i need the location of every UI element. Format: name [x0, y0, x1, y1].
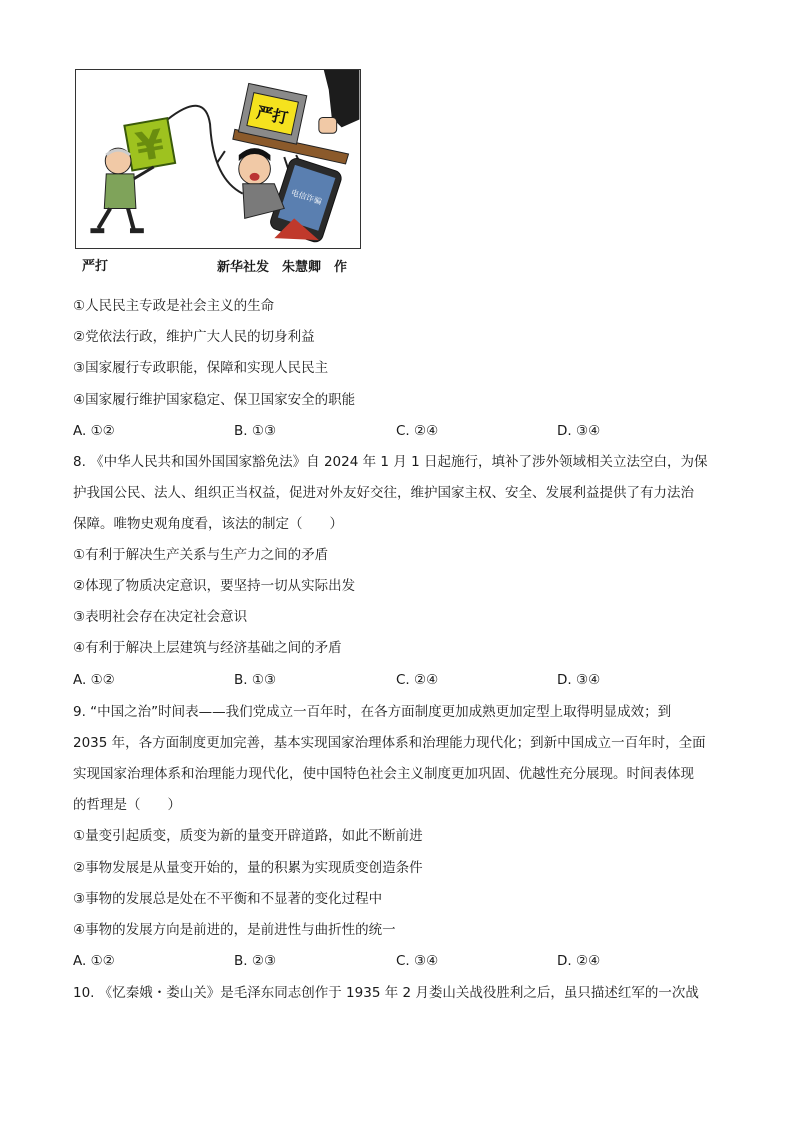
- cartoon-illustration: [75, 69, 361, 249]
- q9-statement-2: ②事物发展是从量变开始的，量的积累为实现质变创造条件: [73, 860, 423, 876]
- q9-stem-line-3: 实现国家治理体系和治理能力现代化，使中国特色社会主义制度更加巩固、优越性充分展现。时间表体现: [73, 766, 694, 782]
- hammer-label: 严打: [254, 102, 290, 128]
- q9-statement-3: ③事物的发展总是处在不平衡和不显著的变化过程中: [73, 891, 383, 907]
- q9-statement-4: ④事物的发展方向是前进的，是前进性与曲折性的统一: [73, 922, 396, 938]
- q9-stem-line-4: 的哲理是（ ）: [73, 797, 181, 813]
- q10-stem-line-1: 10. 《忆秦娥・娄山关》是毛泽东同志创作于 1935 年 2 月娄山关战役胜利之后，虽只描述红军的一次战: [73, 985, 699, 1001]
- q8-option-c[interactable]: C. ②④: [396, 672, 439, 688]
- phone-label: 电信诈骗: [289, 187, 323, 207]
- old-man-legs: [98, 208, 134, 230]
- q8-option-b[interactable]: B. ①③: [234, 672, 277, 688]
- q7-statement-3: ③国家履行专政职能，保障和实现人民民主: [73, 360, 329, 376]
- q7-option-a[interactable]: A. ①②: [73, 423, 115, 439]
- q9-option-b[interactable]: B. ②③: [234, 953, 277, 969]
- q8-statement-2: ②体现了物质决定意识，要坚持一切从实际出发: [73, 578, 356, 594]
- q9-option-c[interactable]: C. ③④: [396, 953, 439, 969]
- cartoon-caption-title: 严打: [82, 259, 109, 274]
- q7-option-b[interactable]: B. ①③: [234, 423, 277, 439]
- cartoon-drawing: [76, 70, 360, 248]
- q9-option-a[interactable]: A. ①②: [73, 953, 115, 969]
- q9-statement-1: ①量变引起质变，质变为新的量变开辟道路，如此不断前进: [73, 828, 423, 844]
- old-man-shoe-right: [130, 228, 144, 233]
- cartoon-caption-credit: 新华社发 朱慧卿 作: [217, 260, 348, 275]
- q9-option-d[interactable]: D. ②④: [557, 953, 601, 969]
- q7-option-c[interactable]: C. ②④: [396, 423, 439, 439]
- rope-line: [168, 106, 243, 194]
- hand-shape: [319, 117, 337, 133]
- old-man-shoe-left: [90, 228, 104, 233]
- q8-statement-1: ①有利于解决生产关系与生产力之间的矛盾: [73, 547, 329, 563]
- q8-statement-4: ④有利于解决上层建筑与经济基础之间的矛盾: [73, 640, 342, 656]
- q8-stem-line-3: 保障。唯物史观角度看，该法的制定（ ）: [73, 516, 343, 532]
- q7-statement-1: ①人民民主专政是社会主义的生命: [73, 298, 275, 314]
- q9-stem-line-1: 9. “中国之治”时间表——我们党成立一百年时，在各方面制度更加成熟更加定型上取得明显成效；到: [73, 704, 672, 720]
- q8-statement-3: ③表明社会存在决定社会意识: [73, 609, 248, 625]
- old-man-body: [104, 174, 136, 209]
- yuan-symbol: ¥: [132, 121, 168, 172]
- scammer-mouth: [250, 173, 260, 181]
- q8-option-d[interactable]: D. ③④: [557, 672, 601, 688]
- q9-stem-line-2: 2035 年，各方面制度更加完善，基本实现国家治理体系和治理能力现代化；到新中国成立一百年时，全面: [73, 735, 706, 751]
- q7-statement-4: ④国家履行维护国家稳定、保卫国家安全的职能: [73, 392, 356, 408]
- q8-stem-line-2: 护我国公民、法人、组织正当权益，促进对外友好交往，维护国家主权、安全、发展利益提供了有力法治: [73, 485, 694, 501]
- q8-option-a[interactable]: A. ①②: [73, 672, 115, 688]
- q7-option-d[interactable]: D. ③④: [557, 423, 601, 439]
- q8-stem-line-1: 8. 《中华人民共和国外国国家豁免法》自 2024 年 1 月 1 日起施行，填补了涉外领域相关立法空白，为保: [73, 454, 708, 470]
- q7-statement-2: ②党依法行政，维护广大人民的切身利益: [73, 329, 315, 345]
